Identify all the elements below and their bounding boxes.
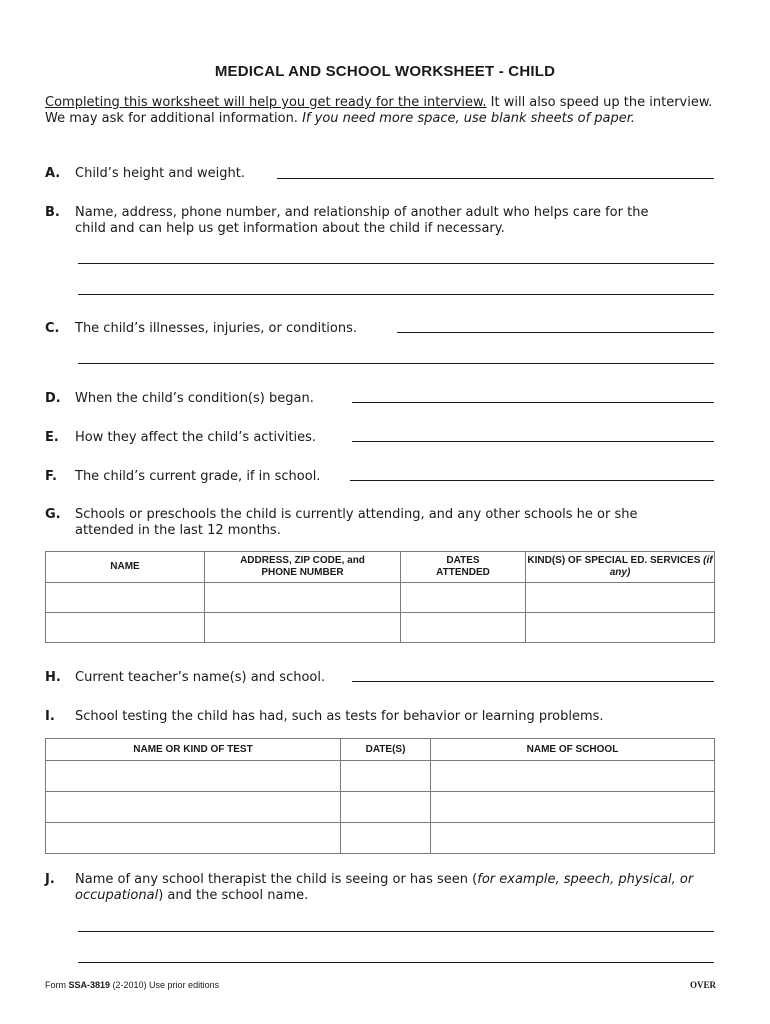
question-h-text: Current teacher’s name(s) and school. [75, 670, 326, 685]
answer-h-line[interactable] [352, 681, 714, 682]
answer-e-line[interactable] [352, 441, 714, 442]
question-d-letter: D. [45, 391, 61, 406]
intro-underlined: Completing this worksheet will help you get ready for the interview. [45, 95, 487, 110]
question-h-letter: H. [45, 670, 61, 685]
question-c-text: The child’s illnesses, injuries, or conditions. [75, 321, 358, 336]
page-title: MEDICAL AND SCHOOL WORKSHEET - CHILD [214, 63, 556, 80]
question-f-text: The child’s current grade, if in school. [75, 469, 321, 484]
question-g-letter: G. [45, 507, 61, 522]
question-f-letter: F. [45, 469, 57, 484]
testing-col-school: NAME OF SCHOOL [431, 739, 715, 761]
intro-italic: If you need more space, use blank sheets of paper. [302, 111, 636, 126]
testing-cell-dates[interactable] [341, 792, 431, 823]
testing-cell-school[interactable] [431, 792, 715, 823]
schools-table [45, 551, 715, 643]
schools-col-services: KIND(S) OF SPECIAL ED. SERVICES (if any) [526, 552, 715, 583]
question-c-letter: C. [45, 321, 60, 336]
testing-table [45, 738, 715, 854]
schools-cell-services[interactable] [526, 613, 715, 643]
question-e-letter: E. [45, 430, 59, 445]
schools-cell-name[interactable] [46, 583, 205, 613]
form-number-footer: Form SSA-3819 (2-2010) Use prior editions [45, 980, 220, 990]
intro-paragraph [45, 95, 725, 127]
testing-cell-test[interactable] [46, 792, 341, 823]
schools-col-address: ADDRESS, ZIP CODE, and PHONE NUMBER [205, 552, 401, 583]
testing-cell-dates[interactable] [341, 823, 431, 854]
question-i-letter: I. [45, 709, 55, 724]
table-row [46, 761, 715, 792]
table-row [46, 613, 715, 643]
schools-col-dates: DATES ATTENDED [401, 552, 526, 583]
schools-cell-services[interactable] [526, 583, 715, 613]
testing-cell-test[interactable] [46, 761, 341, 792]
table-row [46, 792, 715, 823]
question-e-text: How they affect the child’s activities. [75, 430, 317, 445]
testing-cell-school[interactable] [431, 761, 715, 792]
over-label: OVER [690, 980, 717, 990]
question-j-letter: J. [45, 872, 55, 887]
schools-table-header [46, 552, 715, 583]
testing-cell-dates[interactable] [341, 761, 431, 792]
schools-cell-dates[interactable] [401, 613, 526, 643]
answer-b-line-1[interactable] [78, 263, 714, 264]
answer-d-line[interactable] [352, 402, 714, 403]
schools-cell-address[interactable] [205, 583, 401, 613]
question-i-text: School testing the child has had, such as tests for behavior or learning problems. [75, 709, 604, 724]
answer-c-line-1[interactable] [397, 332, 714, 333]
answer-a-line[interactable] [277, 178, 714, 179]
answer-f-line[interactable] [350, 480, 714, 481]
testing-cell-school[interactable] [431, 823, 715, 854]
testing-col-test: NAME OR KIND OF TEST [46, 739, 341, 761]
question-a-letter: A. [45, 166, 61, 181]
answer-c-line-2[interactable] [78, 363, 714, 364]
testing-col-dates: DATE(S) [341, 739, 431, 761]
table-row [46, 823, 715, 854]
schools-col-name: NAME [46, 552, 205, 583]
question-b-text: Name, address, phone number, and relationship of another adult who helps care for the child and can help us get information about the child if necessary. [75, 205, 649, 236]
intro-normal: It will also speed up the interview. We may ask for additional information. [45, 95, 713, 126]
answer-j-line-1[interactable] [78, 931, 714, 932]
testing-cell-test[interactable] [46, 823, 341, 854]
testing-table-header [46, 739, 715, 761]
table-row [46, 583, 715, 613]
schools-cell-address[interactable] [205, 613, 401, 643]
answer-b-line-2[interactable] [78, 294, 714, 295]
schools-cell-dates[interactable] [401, 583, 526, 613]
question-a-text: Child’s height and weight. [75, 166, 245, 181]
question-g-text: Schools or preschools the child is currently attending, and any other schools he or she attended in the last 12 months. [75, 507, 638, 538]
question-d-text: When the child’s condition(s) began. [75, 391, 314, 406]
question-j-text: Name of any school therapist the child is seeing or has seen (for example, speech, physical, or occupational) and the school name. [75, 872, 694, 903]
answer-j-line-2[interactable] [78, 962, 714, 963]
question-b-letter: B. [45, 205, 60, 220]
schools-cell-name[interactable] [46, 613, 205, 643]
